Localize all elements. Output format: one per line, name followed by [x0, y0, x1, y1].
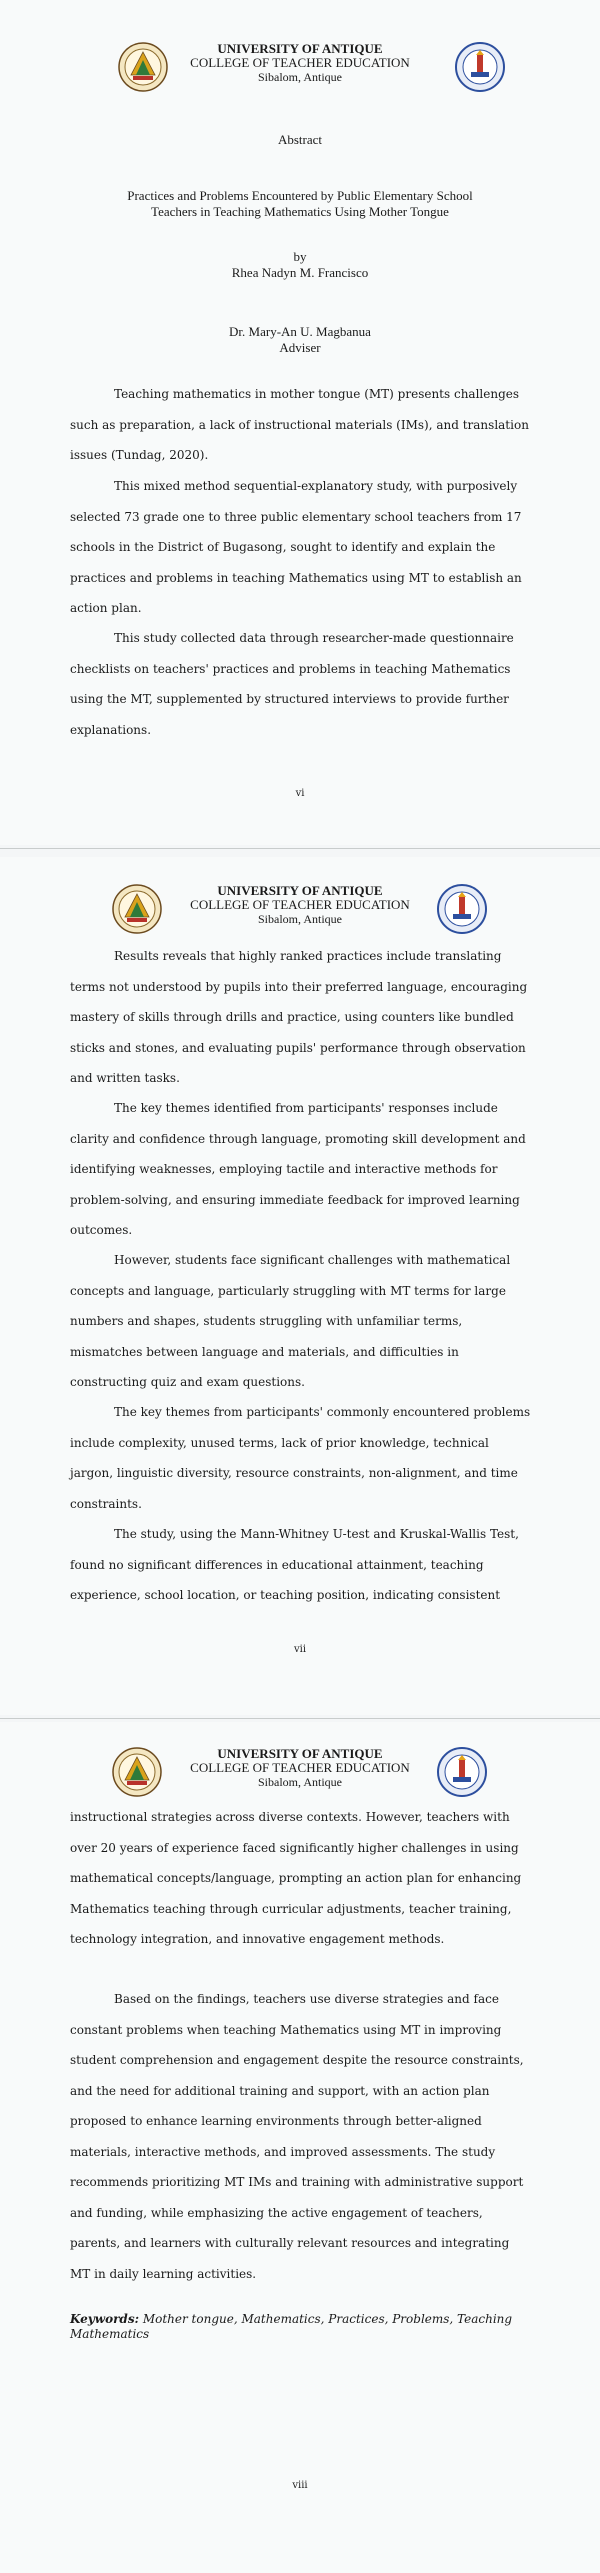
- page-number: viii: [292, 2480, 308, 2491]
- page-divider: [0, 1718, 600, 1719]
- abstract-paragraph: The key themes identified from participants' responses include clarity and confidence through language, promoting skill development and identifying weaknesses, employing tactile and interactive methods for problem-solving, and ensuring immediate feedback for improved learning outcomes.: [70, 1101, 526, 1237]
- abstract-paragraph: However, students face significant challenges with mathematical concepts and language, particularly struggling with MT terms for large numbers and shapes, students struggling with unfamiliar terms, mismatches between language and materials, and difficulties in constructing quiz and exam questions.: [70, 1253, 511, 1389]
- abstract-paragraph: Based on the findings, teachers use diverse strategies and face constant problems when teaching Mathematics using MT in improving student comprehension and engagement despite the resource constraints, and the need for additional training and support, with an action plan proposed to enhance learning environments through better-aligned materials, interactive methods, and improved assessments. The study recommends prioritizing MT IMs and training with administrative support and funding, while emphasizing the active engagement of teachers, parents, and learners with culturally relevant resources and integrating MT in daily learning activities.: [70, 1992, 524, 2281]
- page-number: vi: [295, 788, 305, 799]
- keywords-list: Mother tongue, Mathematics, Practices, Problems, Teaching Mathematics: [70, 2312, 513, 2341]
- adviser-role: Adviser: [279, 340, 321, 355]
- college-name: COLLEGE OF TEACHER EDUCATION: [190, 55, 410, 70]
- keywords-label: Keywords:: [70, 2312, 140, 2326]
- abstract-paragraph: The study, using the Mann-Whitney U-test and Kruskal-Wallis Test, found no significant differences in educational attainment, teaching experience, school location, or teaching position, indicating consistent: [70, 1527, 519, 1602]
- thesis-title-line-1: Practices and Problems Encountered by Public Elementary School: [127, 188, 473, 203]
- by-label: by: [293, 249, 307, 264]
- header-text: [180, 42, 420, 84]
- university-seal-icon: [112, 1747, 162, 1797]
- college-name: COLLEGE OF TEACHER EDUCATION: [190, 897, 410, 912]
- campus-location: Sibalom, Antique: [258, 1775, 342, 1789]
- header-text: [180, 1747, 420, 1789]
- page-number: vii: [293, 1644, 307, 1655]
- page-vi: [0, 0, 600, 845]
- author-name: Rhea Nadyn M. Francisco: [231, 265, 369, 280]
- campus-location: Sibalom, Antique: [258, 70, 342, 84]
- college-seal-icon: [437, 884, 487, 934]
- abstract-paragraph: This study collected data through researcher-made questionnaire checklists on teachers' practices and problems in teaching Mathematics using the MT, supplemented by structured interviews to provide further explanations.: [70, 631, 514, 737]
- university-seal-icon: [118, 42, 168, 92]
- abstract-paragraph: instructional strategies across diverse contexts. However, teachers with over 20 years of experience faced significantly higher challenges in using mathematical concepts/language, prompting an action plan for enhancing Mathematics teaching through curricular adjustments, teacher training, technology integration, and innovative engagement methods.: [70, 1810, 522, 1946]
- header-text: [180, 884, 420, 926]
- campus-location: Sibalom, Antique: [258, 912, 342, 926]
- keywords: [70, 2312, 540, 2342]
- university-name: UNIVERSITY OF ANTIQUE: [217, 41, 383, 56]
- college-seal-icon: [437, 1747, 487, 1797]
- university-name: UNIVERSITY OF ANTIQUE: [217, 1746, 383, 1761]
- college-name: COLLEGE OF TEACHER EDUCATION: [190, 1760, 410, 1775]
- abstract-paragraph: Results reveals that highly ranked practices include translating terms not understood by pupils into their preferred language, encouraging mastery of skills through drills and practice, using counters like bundled sticks and stones, and evaluating pupils' performance through observation and written tasks.: [70, 949, 528, 1085]
- page-divider: [0, 848, 600, 849]
- abstract-paragraph: Teaching mathematics in mother tongue (MT) presents challenges such as preparation, a lack of instructional materials (IMs), and translation issues (Tundag, 2020).: [70, 387, 529, 462]
- thesis-title-line-2: Teachers in Teaching Mathematics Using Mother Tongue: [151, 204, 449, 219]
- abstract-paragraph: This mixed method sequential-explanatory study, with purposively selected 73 grade one to three public elementary school teachers from 17 schools in the District of Bugasong, sought to identify and explain the practices and problems in teaching Mathematics using MT to establish an action plan.: [70, 479, 522, 615]
- page-vii: [0, 857, 600, 1715]
- university-seal-icon: [112, 884, 162, 934]
- abstract-heading: Abstract: [277, 132, 323, 147]
- university-name: UNIVERSITY OF ANTIQUE: [217, 883, 383, 898]
- page-viii: [0, 1722, 600, 2573]
- college-seal-icon: [455, 42, 505, 92]
- abstract-paragraph: The key themes from participants' commonly encountered problems include complexity, unused terms, lack of prior knowledge, technical jargon, linguistic diversity, resource constraints, non-alignment, and time constraints.: [70, 1405, 531, 1511]
- adviser-name: Dr. Mary-An U. Magbanua: [229, 324, 371, 339]
